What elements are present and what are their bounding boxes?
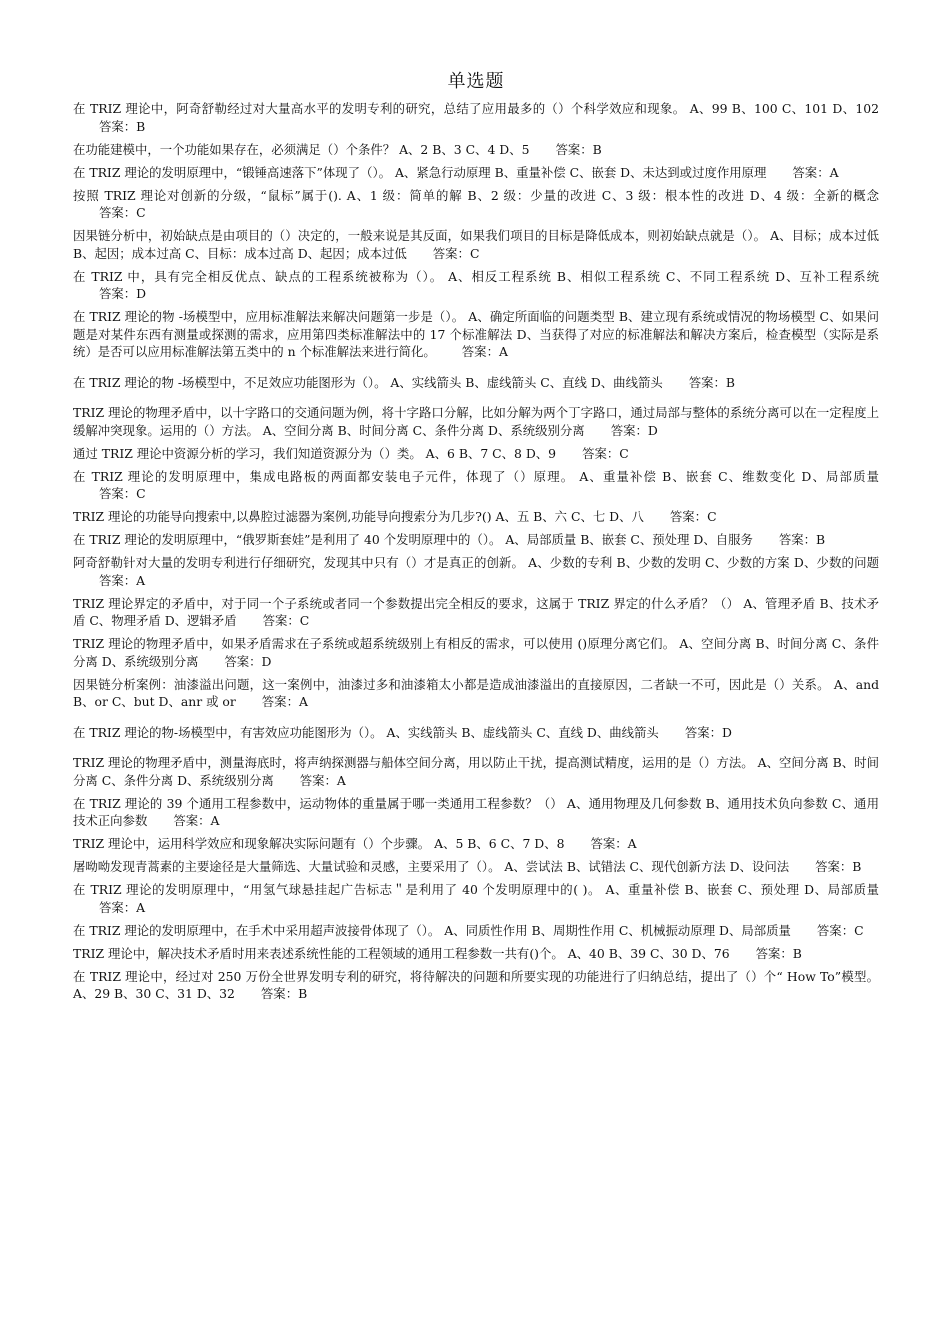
question-text: 在 TRIZ 理论中，经过对 250 万份全世界发明专利的研究，将待解决的问题和所要实现的功能进行了归纳总结，提出了（）个“ How To”模型。 A、29 B、30 C、31 D、32 — [73, 968, 879, 1001]
question-text: 在 TRIZ 理论的物 -场模型中，应用标准解法来解决问题第一步是（）。 A、确定所面临的问题类型 B、建立现有系统或情况的物场模型 C、如果问题是对某件东西有测量或探测的需求，应用第四类标准解法中的 17 个标准解法 D、当获得了对应的标准解法和解决方案后，检查模型（实际是系统）是否可以应用标准解法第五类中的 n 个标准解法来进行简化。 — [73, 309, 879, 359]
question-text: 在功能建模中，一个功能如果存在，必须满足（）个条件？ A、2 B、3 C、4 D、5 — [73, 141, 530, 157]
question-answer: 答案：B — [260, 986, 308, 1001]
question-item — [73, 595, 879, 630]
question-text: 通过 TRIZ 理论中资源分析的学习，我们知道资源分为（）类。 A、6 B、7 C、8 D、9 — [73, 445, 557, 461]
question-text: TRIZ 理论的物理矛盾中，以十字路口的交通问题为例，将十字路口分解，比如分解为两个丁字路口，通过局部与整体的系统分离可以在一定程度上缓解冲突现象。运用的（）方法。 A、空间分离 B、时间分离 C、条件分离 D、系统级别分离 — [73, 405, 879, 438]
question-answer: 答案：D — [684, 724, 732, 740]
question-answer: 答案：B — [815, 859, 862, 874]
question-text: 在 TRIZ 理论的 39 个通用工程参数中，运动物体的重量属于哪一类通用工程参数？（） A、通用物理及几何参数 B、通用技术负向参数 C、通用技术正向参数 — [73, 795, 879, 828]
question-item — [73, 404, 879, 439]
question-answer: 答案：D — [224, 653, 272, 669]
question-text: 在 TRIZ 理论中，阿奇舒勒经过对大量高水平的发明专利的研究，总结了应用最多的（）个科学效应和现象。 A、99 B、100 C、101 D、102 — [73, 101, 879, 116]
question-text: 阿奇舒勒针对大量的发明专利进行仔细研究，发现其中只有（）才是真正的创新。 A、少数的专利 B、少数的发明 C、少数的方案 D、少数的问题 — [73, 555, 879, 570]
question-text: 在 TRIZ 中，具有完全相反优点、缺点的工程系统被称为（）。 A、相反工程系统 B、相似工程系统 C、不同工程系统 D、互补工程系统 — [73, 268, 879, 284]
question-text: TRIZ 理论的功能导向搜索中,以鼻腔过滤器为案例,功能导向搜索分为几步?() A、五 B、六 C、七 D、八 — [73, 509, 644, 524]
question-item — [73, 187, 879, 222]
question-answer: 答案：B — [778, 532, 826, 547]
question-answer: 答案：C — [669, 509, 717, 524]
question-text: 在 TRIZ 理论的发明原理中，“锻锤高速落下”体现了（）。 A、紧急行动原理 B、重量补偿 C、嵌套 D、未达到或过度作用原理 — [73, 164, 767, 180]
question-item — [73, 531, 879, 549]
question-item — [73, 945, 879, 963]
question-answer: 答案：B — [99, 118, 146, 134]
question-item — [73, 922, 879, 940]
question-answer: 答案：A — [261, 694, 308, 709]
question-text: 因果链分析中，初始缺点是由项目的（）决定的，一般来说是其反面，如果我们项目的目标是降低成本，则初始缺点就是（）。 A、目标；成本过低 B、起因；成本过高 C、目标：成本过高 D、起因；成本过低 — [73, 228, 879, 261]
question-answer: 答案：A — [461, 344, 508, 359]
question-answer: 答案：C — [816, 922, 864, 938]
question-item — [73, 858, 879, 876]
question-text: 在 TRIZ 理论的发明原理中，“用氢气球悬挂起广告标志＂是利用了 40 个发明原理中的( )。 A、重量补偿 B、嵌套 C、预处理 D、局部质量 — [73, 882, 879, 897]
question-text: 在 TRIZ 理论的物 -场模型中，不足效应功能图形为（）。 A、实线箭头 B、虚线箭头 C、直线 D、曲线箭头 — [73, 374, 663, 390]
question-item — [73, 635, 879, 670]
question-text: TRIZ 理论的物理矛盾中，测量海底时，将声纳探测器与船体空间分离，用以防止干扰，提高测试精度，运用的是（）方法。 A、空间分离 B、时间分离 C、条件分离 D、系统级别分离 — [73, 755, 879, 788]
question-item — [73, 164, 879, 182]
question-item — [73, 141, 879, 159]
question-text: 在 TRIZ 理论的发明原理中，在手术中采用超声波接骨体现了（）。 A、同质性作用 B、周期性作用 C、机械振动原理 D、局部质量 — [73, 922, 791, 938]
question-item — [73, 676, 879, 711]
question-item — [73, 968, 879, 1003]
question-answer: 答案：A — [173, 813, 220, 828]
question-answer: 答案：B — [555, 141, 602, 157]
question-item — [73, 754, 879, 789]
question-text: 屠呦呦发现青蒿素的主要途径是大量筛选、大量试验和灵感，主要采用了（）。 A、尝试法 B、试错法 C、现代创新方法 D、设问法 — [73, 859, 790, 874]
question-item — [73, 468, 879, 503]
question-item — [73, 795, 879, 830]
question-answer: 答案：B — [755, 945, 802, 961]
question-answer: 答案：A — [99, 899, 146, 915]
question-text: 因果链分析案例：油漆溢出问题，这一案例中，油漆过多和油漆箱太小都是造成油漆溢出的直接原因，二者缺一不可，因此是（）关系。 A、and B、or C、but D、anr 或 or — [73, 676, 879, 709]
question-answer: 答案：A — [590, 836, 637, 851]
question-text: 在 TRIZ 理论的发明原理中，“俄罗斯套娃”是利用了 40 个发明原理中的（）。 A、局部质量 B、嵌套 C、预处理 D、自服务 — [73, 532, 753, 547]
question-item — [73, 835, 879, 853]
question-text: 按照 TRIZ 理论对创新的分级，“鼠标”属于(). A、1 级：简单的解 B、2 级：少量的改进 C、3 级：根本性的改进 D、4 级：全新的概念 — [73, 187, 879, 203]
question-text: TRIZ 理论的物理矛盾中，如果矛盾需求在子系统或超系统级别上有相反的需求，可以使用 ()原理分离它们。 A、空间分离 B、时间分离 C、条件分离 D、系统级别分离 — [73, 636, 879, 669]
question-text: 在 TRIZ 理论的物-场模型中，有害效应功能图形为（）。 A、实线箭头 B、虚线箭头 C、直线 D、曲线箭头 — [73, 724, 659, 740]
question-answer: 答案：C — [582, 445, 629, 461]
question-answer: 答案：D — [610, 422, 658, 438]
question-text: TRIZ 理论界定的矛盾中，对于同一个子系统或者同一个参数提出完全相反的要求，这属于 TRIZ 界定的什么矛盾？（） A、管理矛盾 B、技术矛盾 C、物理矛盾 D、逻辑矛盾 — [73, 595, 879, 628]
question-item — [73, 227, 879, 262]
question-item — [73, 268, 879, 303]
question-text: 在 TRIZ 理论的发明原理中，集成电路板的两面都安装电子元件，体现了（）原理。 A、重量补偿 B、嵌套 C、维数变化 D、局部质量 — [73, 468, 879, 484]
document-page — [73, 70, 879, 1008]
question-item — [73, 445, 879, 463]
question-item — [73, 374, 879, 392]
question-answer: 答案：C — [99, 205, 146, 220]
page-title: 单选题 — [447, 71, 505, 92]
question-text: TRIZ 理论中，运用科学效应和现象解决实际问题有（）个步骤。 A、5 B、6 C、7 D、8 — [73, 836, 565, 851]
question-item — [73, 554, 879, 589]
question-answer: 答案：D — [99, 286, 147, 301]
question-item — [73, 724, 879, 742]
question-answer: 答案：A — [792, 164, 839, 180]
question-item — [73, 508, 879, 526]
question-answer: 答案：C — [99, 486, 146, 501]
question-item — [73, 100, 879, 135]
question-answer: 答案：A — [299, 772, 346, 788]
question-answer: 答案：C — [262, 613, 310, 628]
question-answer: 答案：B — [688, 374, 736, 390]
question-text: TRIZ 理论中，解决技术矛盾时用来表述系统性能的工程领域的通用工程参数一共有()个。 A、40 B、39 C、30 D、76 — [73, 945, 730, 961]
question-item — [73, 881, 879, 916]
question-item — [73, 308, 879, 361]
question-answer: 答案：A — [99, 572, 146, 588]
question-answer: 答案：C — [432, 245, 480, 261]
